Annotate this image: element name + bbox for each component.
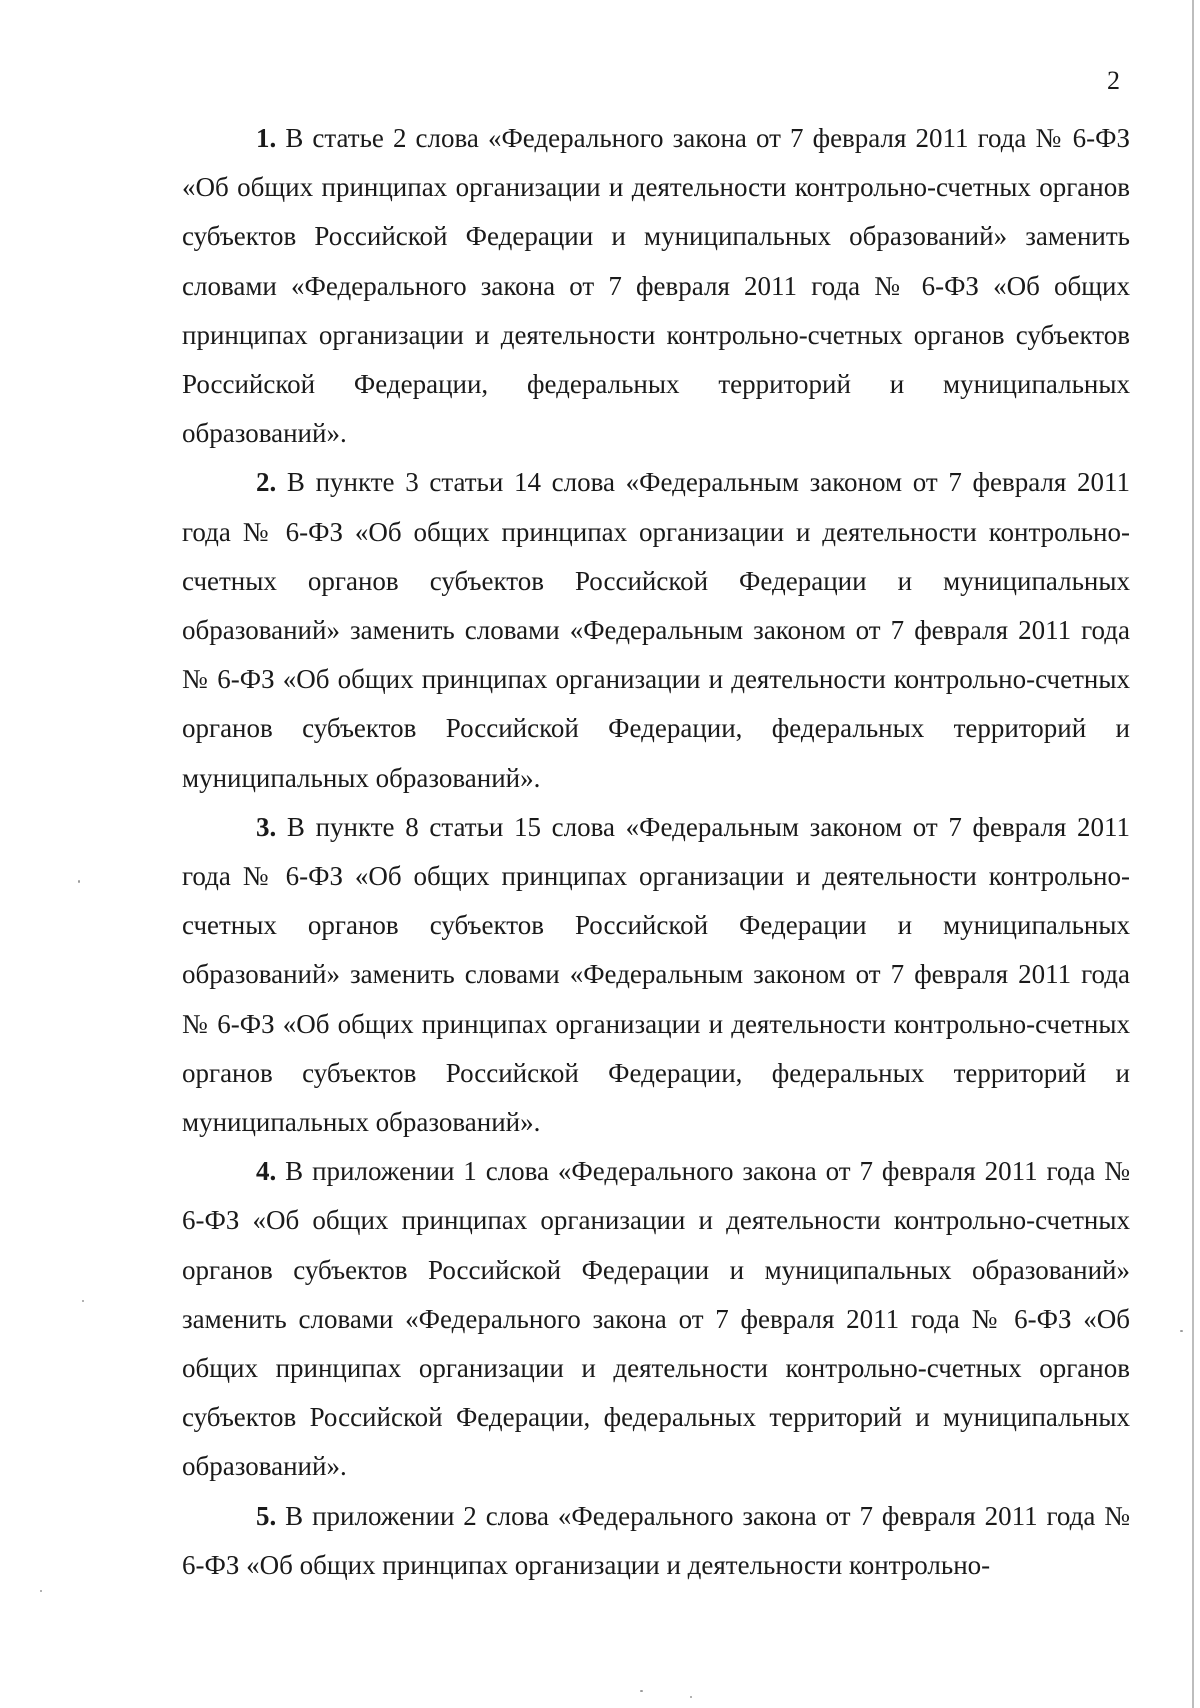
document-body — [182, 114, 1130, 1590]
paragraph-text: В пункте 8 статьи 15 слова «Федеральным законом от 7 февраля 2011 года № 6-ФЗ «Об общих принципах организации и деятельности контрольно-счетных органов субъектов Российской Федерации и муниципальных образований» заменить словами «Федеральным законом от 7 февраля 2011 года № 6-ФЗ «Об общих принципах организации и деятельности контрольно-счетных органов субъектов Российской Федерации, федеральных территорий и муниципальных образований». — [182, 811, 1131, 1138]
scan-speck — [1180, 1330, 1183, 1332]
paragraph-3 — [182, 803, 1130, 1147]
scan-speck — [690, 1696, 692, 1698]
paragraph-number: 4. — [256, 1156, 277, 1187]
scan-speck — [40, 1590, 42, 1592]
paragraph-number: 3. — [256, 811, 277, 842]
paragraph-number: 1. — [256, 123, 277, 153]
paragraph-1 — [182, 114, 1130, 458]
scan-speck — [640, 1690, 643, 1692]
paragraph-2 — [182, 458, 1130, 802]
paragraph-number: 5. — [256, 1500, 277, 1531]
paragraph-5 — [182, 1492, 1130, 1590]
page-number: 2 — [1107, 66, 1120, 95]
paragraph-text: В статье 2 слова «Федерального закона от 7 февраля 2011 года № 6-ФЗ «Об общих принципах организации и деятельности контрольно-счетных органов субъектов Российской Федерации и муниципальных образований» заменить словами «Федерального закона от 7 февраля 2011 года № 6-ФЗ «Об общих принципах организации и деятельности контрольно-счетных органов субъектов Российской Федерации, федеральных территорий и муниципальных образований». — [182, 123, 1130, 449]
paragraph-text: В приложении 2 слова «Федерального закона от 7 февраля 2011 года № 6-ФЗ «Об общих принципах организации и деятельности контрольно- — [182, 1500, 1130, 1580]
scan-speck — [82, 1300, 84, 1302]
paragraph-number: 2. — [256, 467, 277, 498]
scan-page-edge — [1192, 0, 1194, 1708]
paragraph-4 — [182, 1147, 1130, 1491]
scan-speck — [78, 880, 80, 883]
paragraph-text: В пункте 3 статьи 14 слова «Федеральным законом от 7 февраля 2011 года № 6-ФЗ «Об общих принципах организации и деятельности контрольно-счетных органов субъектов Российской Федерации и муниципальных образований» заменить словами «Федеральным законом от 7 февраля 2011 года № 6-ФЗ «Об общих принципах организации и деятельности контрольно-счетных органов субъектов Российской Федерации, федеральных территорий и муниципальных образований». — [182, 467, 1131, 793]
paragraph-text: В приложении 1 слова «Федерального закона от 7 февраля 2011 года № 6-ФЗ «Об общих принципах организации и деятельности контрольно-счетных органов субъектов Российской Федерации и муниципальных образований» заменить словами «Федерального закона от 7 февраля 2011 года № 6-ФЗ «Об общих принципах организации и деятельности контрольно-счетных органов субъектов Российской Федерации, федеральных территорий и муниципальных образований». — [182, 1156, 1130, 1482]
